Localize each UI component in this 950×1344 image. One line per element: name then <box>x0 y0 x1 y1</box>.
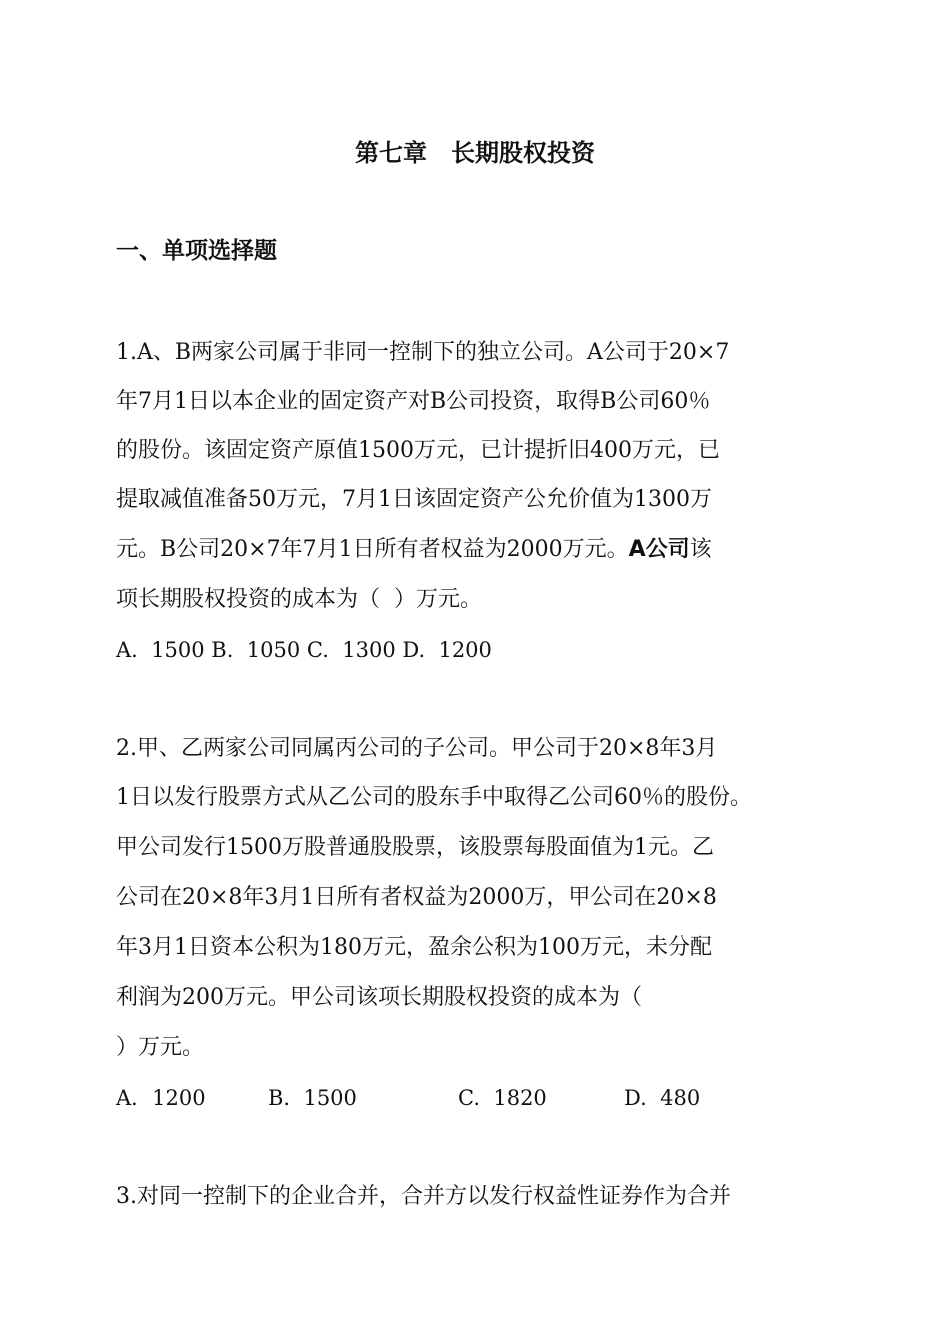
question-2-line-6: 利润为200万元。甲公司该项长期股权投资的成本为（ <box>116 985 642 1010</box>
question-2-line-5: 年3月1日资本公积为180万元，盈余公积为100万元，未分配 <box>116 935 712 960</box>
question-2-option-c: C. 1820 <box>458 1086 547 1110</box>
question-1-line-2: 年7月1日以本企业的固定资产对B公司投资，取得B公司60％ <box>116 389 711 414</box>
question-2-line-4: 公司在20×8年3月1日所有者权益为2000万，甲公司在20×8 <box>116 885 717 910</box>
question-1-line-1: 1.A、B两家公司属于非同一控制下的独立公司。A公司于20×7 <box>116 340 730 365</box>
question-1-line-5-text: 元。B公司20×7年7月1日所有者权益为2000万元。 <box>116 537 629 562</box>
chapter-title: 第七章 长期股权投资 <box>355 139 595 167</box>
question-2-line-2: 1日以发行股票方式从乙公司的股东手中取得乙公司60％的股份。 <box>116 785 752 810</box>
question-1-line-6: 项长期股权投资的成本为（ ）万元。 <box>116 587 482 612</box>
question-3-line-1: 3.对同一控制下的企业合并，合并方以发行权益性证券作为合并 <box>116 1184 731 1209</box>
question-1-line-4: 提取减值准备50万元，7月1日该固定资产公允价值为1300万 <box>116 487 712 512</box>
question-2-option-d: D. 480 <box>624 1086 701 1110</box>
section-heading: 一、单项选择题 <box>116 238 277 264</box>
question-1-line-5-tail: 该 <box>689 537 712 562</box>
question-2-line-3: 甲公司发行1500万股普通股股票，该股票每股面值为1元。乙 <box>116 835 714 860</box>
question-1-line-5 <box>116 533 712 567</box>
question-1-options: A. 1500 B. 1050 C. 1300 D. 1200 <box>116 638 492 662</box>
question-1-line-3: 的股份。该固定资产原值1500万元，已计提折旧400万元，已 <box>116 438 720 463</box>
question-2-option-b: B. 1500 <box>268 1086 357 1110</box>
question-1-bold-company: A公司 <box>628 537 690 562</box>
question-2-line-7: ）万元。 <box>116 1035 205 1060</box>
question-2-line-1: 2.甲、乙两家公司同属丙公司的子公司。甲公司于20×8年3月 <box>116 736 718 761</box>
question-2-option-a: A．1200 <box>116 1086 206 1110</box>
